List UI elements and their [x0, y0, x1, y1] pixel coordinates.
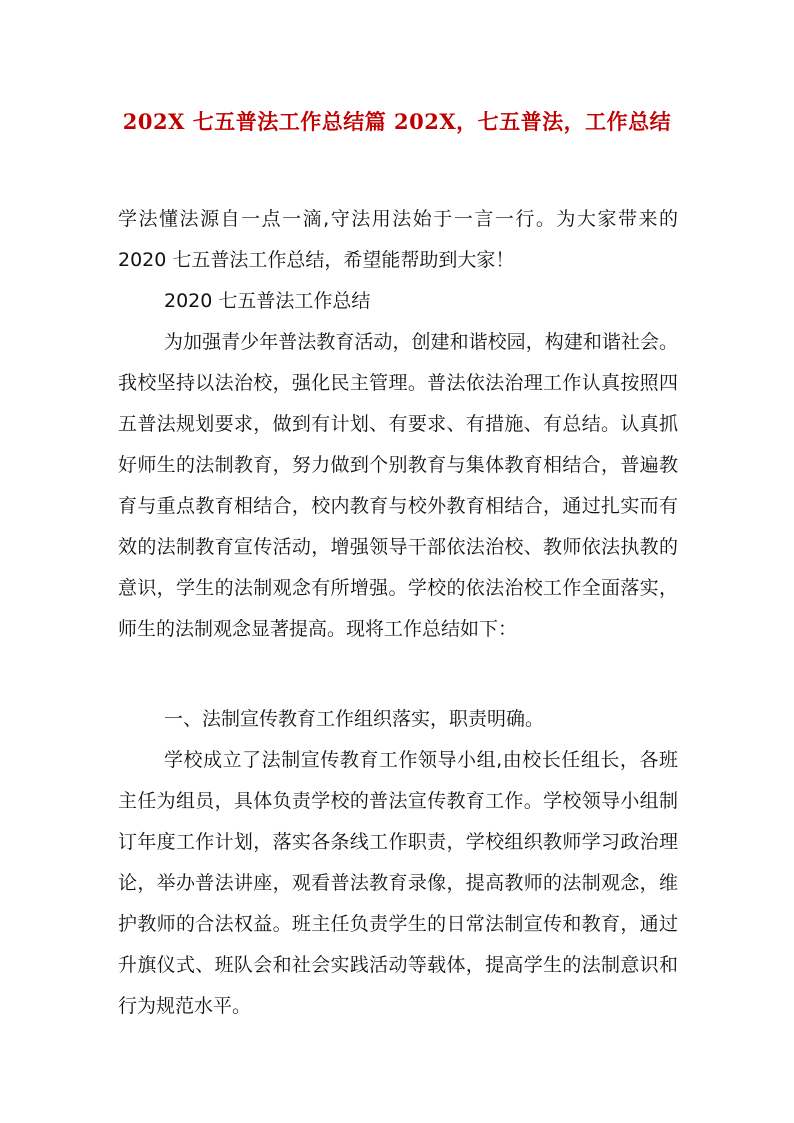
body-paragraph-2: 学校成立了法制宣传教育工作领导小组,由校长任组长，各班主任为组员，具体负责学校的普法宣传教育工作。学校领导小组制订年度工作计划，落实各条线工作职责，学校组织教师学习政治理论，举办普法讲座，观看普法教育录像，提高教师的法制观念，维护教师的合法权益。班主任负责学生的日常法制宣传和教育，通过升旗仪式、班队会和社会实践活动等载体，提高学生的法制意识和行为规范水平。 [118, 749, 678, 1017]
document-title: 202X 七五普法工作总结篇 202X，七五普法，工作总结 [122, 109, 672, 134]
section-heading-1: 一、法制宣传教育工作组织落实，职责明确。 [164, 708, 545, 730]
body-paragraph-1: 为加强青少年普法教育活动，创建和谐校园，构建和谐社会。我校坚持以法治校，强化民主管理。普法依法治理工作认真按照四五普法规划要求，做到有计划、有要求、有措施、有总结。认真抓好师生的法制教育，努力做到个别教育与集体教育相结合，普遍教育与重点教育相结合，校内教育与校外教育相结合，通过扎实而有效的法制教育宣传活动，增强领导干部依法治校、教师依法执教的意识，学生的法制观念有所增强。学校的依法治校工作全面落实，师生的法制观念显著提高。现将工作总结如下： [118, 331, 678, 640]
intro-paragraph: 学法懂法源自一点一滴,守法用法始于一言一行。为大家带来的 2020 七五普法工作总结，希望能帮助到大家！ [118, 208, 678, 271]
section-subtitle: 2020 七五普法工作总结 [164, 290, 371, 312]
